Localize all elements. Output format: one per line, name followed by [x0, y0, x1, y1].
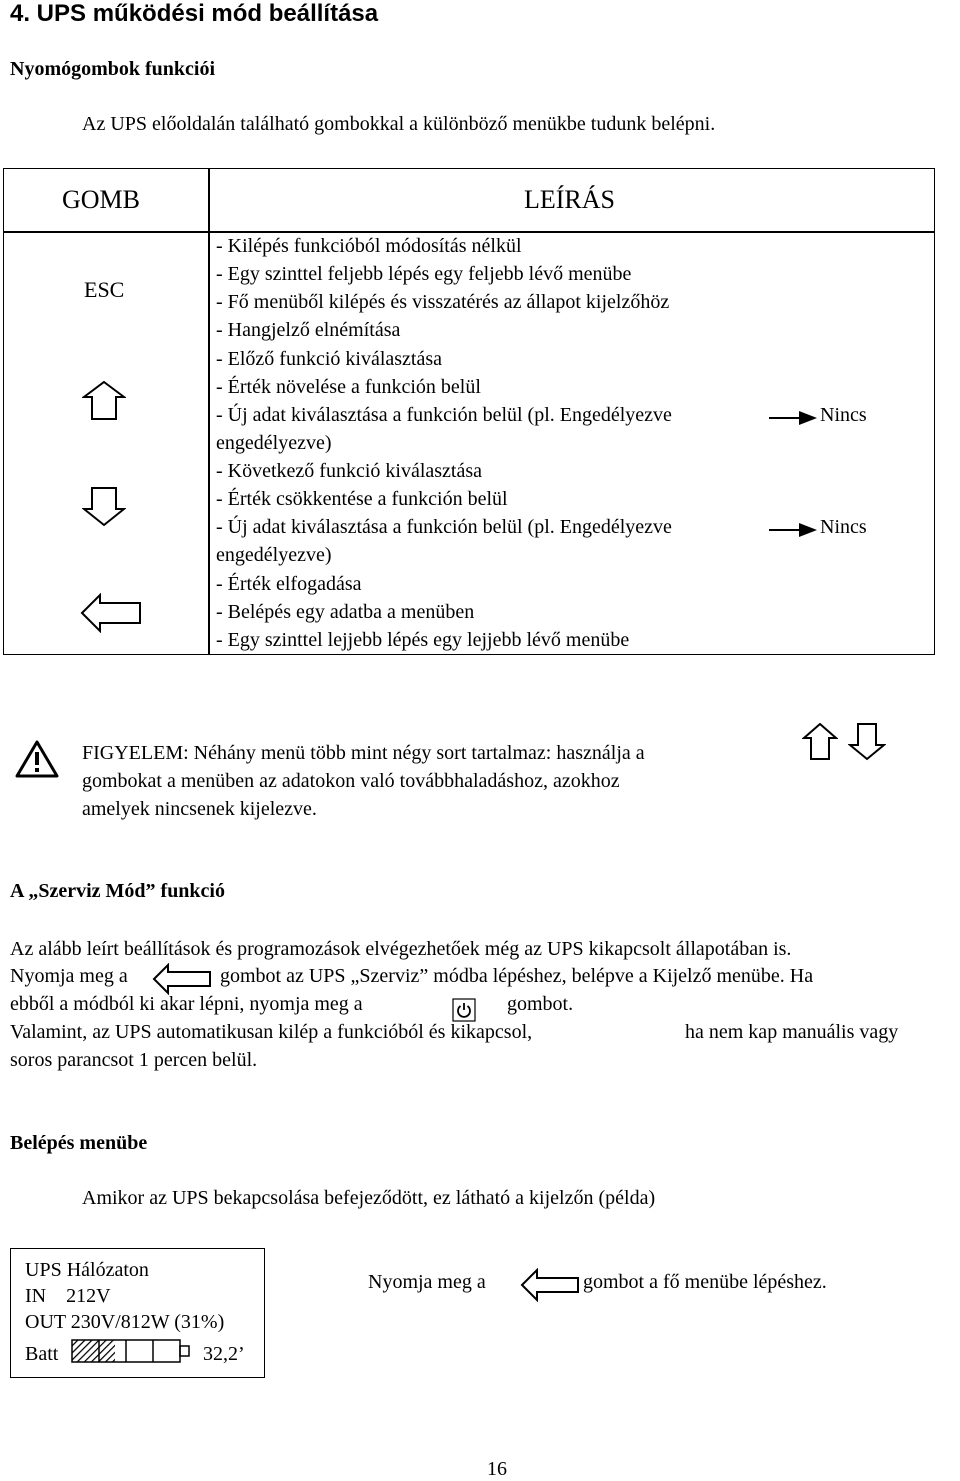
left-arrow-enter-key-icon — [520, 1268, 580, 1302]
down-desc-line-2: - Érték csökkentése a funkción belül — [216, 488, 508, 510]
table-column-divider — [208, 169, 210, 654]
enter-desc-line-1: - Érték elfogadása — [216, 573, 362, 595]
esc-desc-line-1: - Kilépés funkcióból módosítás nélkül — [216, 235, 522, 257]
press-instruction-end: gombot a fő menübe lépéshez. — [583, 1271, 827, 1293]
up-desc-line-3: - Új adat kiválasztása a funkción belül (pl. Engedélyezve — [216, 404, 672, 426]
esc-desc-line-2: - Egy szinttel feljebb lépés egy feljebb lévő menübe — [216, 263, 632, 285]
service-line-3-end: gombot. — [507, 993, 574, 1015]
lcd-line-1: UPS Hálózaton — [25, 1259, 149, 1281]
service-line-2-start: Nyomja meg a — [10, 965, 128, 987]
right-arrow-icon — [769, 523, 817, 537]
up-desc-line-4: engedélyezve) — [216, 432, 332, 454]
service-line-2-end: gombot az UPS „Szerviz” módba lépéshez, belépve a Kijelző menübe. Ha — [220, 965, 814, 987]
lcd-line-2: IN 212V — [25, 1285, 111, 1307]
left-arrow-enter-key-icon — [80, 593, 142, 633]
enter-menu-heading: Belépés menübe — [10, 1132, 148, 1154]
table-header-divider — [4, 231, 934, 233]
enter-menu-intro: Amikor az UPS bekapcsolása befejeződött, ez látható a kijelzőn (példa) — [82, 1187, 656, 1209]
service-line-1: Az alább leírt beállítások és programozások elvégezhetőek még az UPS kikapcsolt állapotában is. — [10, 938, 792, 960]
right-arrow-icon — [769, 411, 817, 425]
intro-text: Az UPS előoldalán található gombokkal a különböző menükbe tudunk belépni. — [82, 113, 716, 135]
battery-level-icon — [71, 1339, 191, 1363]
up-desc-line-2: - Érték növelése a funkción belül — [216, 376, 481, 398]
esc-desc-line-4: - Hangjelző elnémítása — [216, 319, 401, 341]
down-arrow-key-icon — [82, 487, 126, 527]
up-arrow-key-icon — [82, 381, 126, 421]
down-desc-line-3: - Új adat kiválasztása a funkción belül (pl. Engedélyezve — [216, 516, 672, 538]
warning-line-3: amelyek nincsenek kijelezve. — [82, 798, 317, 820]
down-desc-line-4: engedélyezve) — [216, 544, 332, 566]
lcd-display — [10, 1248, 265, 1378]
down-desc-line-1: - Következő funkció kiválasztása — [216, 460, 483, 482]
page-number: 16 — [487, 1458, 507, 1480]
buttons-table — [3, 168, 935, 655]
up-arrow-key-icon — [802, 723, 838, 761]
esc-key-label: ESC — [84, 277, 125, 302]
service-line-5: soros parancsot 1 percen belül. — [10, 1049, 258, 1071]
lcd-line-3: OUT 230V/812W (31%) — [25, 1311, 225, 1333]
section-title: 4. UPS működési mód beállítása — [10, 0, 379, 27]
header-button-column: GOMB — [62, 185, 141, 214]
left-arrow-enter-key-icon — [152, 963, 212, 995]
up-desc-line-1: - Előző funkció kiválasztása — [216, 348, 443, 370]
nincs-label-2: Nincs — [820, 516, 867, 538]
service-mode-heading: A „Szerviz Mód” funkció — [10, 880, 225, 902]
enter-desc-line-2: - Belépés egy adatba a menüben — [216, 601, 475, 623]
buttons-heading: Nyomógombok funkciói — [10, 58, 216, 80]
warning-triangle-icon — [15, 740, 59, 778]
nincs-label-1: Nincs — [820, 404, 867, 426]
service-line-4-start: Valamint, az UPS automatikusan kilép a funkcióból és kikapcsol, — [10, 1021, 533, 1043]
enter-desc-line-3: - Egy szinttel lejjebb lépés egy lejjebb lévő menübe — [216, 629, 630, 651]
esc-desc-line-3: - Fő menüből kilépés és visszatérés az állapot kijelzőhöz — [216, 291, 670, 313]
warning-line-2: gombokat a menüben az adatokon való továbbhaladáshoz, azokhoz — [82, 770, 620, 792]
lcd-batt-value: 32,2’ — [203, 1343, 245, 1365]
service-line-3-start: ebből a módból ki akar lépni, nyomja meg a — [10, 993, 363, 1015]
down-arrow-key-icon — [848, 723, 886, 761]
service-line-4-end: ha nem kap manuális vagy — [685, 1021, 899, 1043]
power-button-icon — [452, 998, 476, 1022]
header-description-column: LEÍRÁS — [524, 185, 615, 214]
press-instruction-start: Nyomja meg a — [368, 1271, 486, 1293]
warning-line-1: FIGYELEM: Néhány menü több mint négy sort tartalmaz: használja a — [82, 742, 645, 764]
lcd-batt-label: Batt — [25, 1343, 59, 1365]
